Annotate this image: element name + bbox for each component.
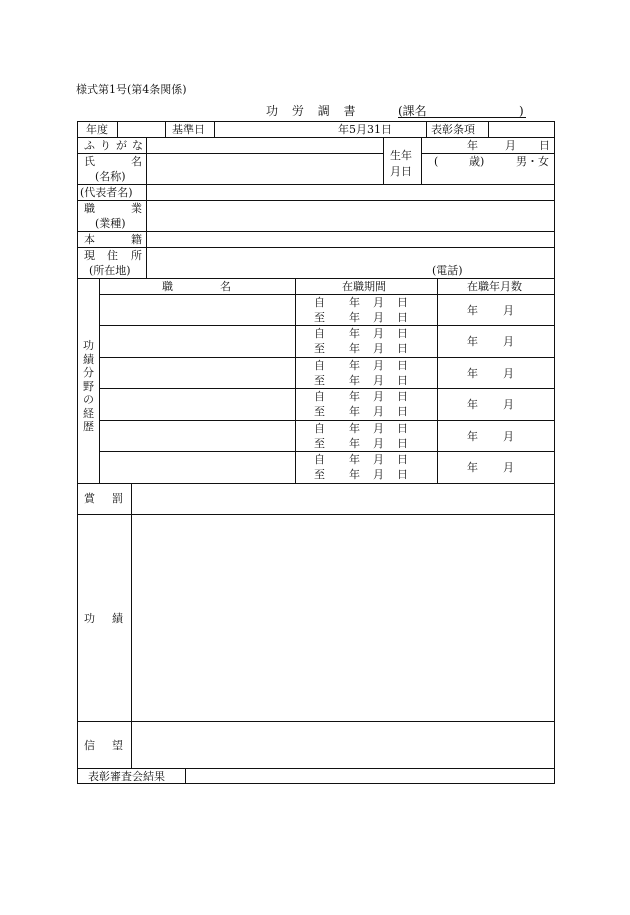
period-from-label: 自 [314, 453, 325, 466]
rule [77, 247, 555, 248]
tenure-year-unit: 年 [467, 367, 478, 380]
furigana-label: ふりがな [84, 139, 148, 152]
title-char: 功 [266, 104, 279, 118]
career-side-char: 歴 [83, 420, 94, 433]
rule [117, 121, 118, 137]
period-from-label: 自 [314, 422, 325, 435]
period-to-label: 至 [314, 405, 325, 418]
rule [99, 294, 555, 295]
rule [77, 483, 555, 484]
tenure-month-unit: 月 [503, 430, 514, 443]
merit-label-2: 績 [112, 612, 123, 625]
birth-day-unit: 日 [539, 139, 550, 152]
address-label-1: 現 [84, 249, 95, 262]
rule [77, 200, 555, 201]
rule [77, 153, 383, 154]
tenure-year-unit: 年 [467, 335, 478, 348]
reputation-label-2: 望 [112, 739, 123, 752]
form-number-label: 様式第1号(第4条関係) [76, 83, 187, 96]
rule [421, 153, 555, 154]
period-to-label: 至 [314, 374, 325, 387]
period-to-month: 月 [373, 468, 384, 481]
period-from-year: 年 [349, 327, 360, 340]
rule [488, 121, 489, 137]
merit-label-1: 功 [84, 612, 95, 625]
rule [214, 121, 215, 137]
address-sub-label: (所在地) [89, 264, 131, 277]
address-label-3: 所 [131, 249, 142, 262]
birth-label-2: 月日 [390, 165, 412, 178]
period-from-label: 自 [314, 327, 325, 340]
col-period: 在職期間 [342, 280, 386, 293]
name-label-2: 名 [131, 155, 142, 168]
birth-month-unit: 月 [505, 139, 516, 152]
rule [131, 483, 132, 768]
rule [99, 357, 555, 358]
rule [383, 137, 384, 184]
career-side-char: の [83, 393, 94, 406]
name-label-1: 氏 [84, 155, 95, 168]
reward-punish-label-1: 賞 [84, 492, 95, 505]
period-from-label: 自 [314, 359, 325, 372]
period-to-year: 年 [349, 342, 360, 355]
col-tenure: 在職年月数 [467, 280, 522, 293]
age-label: 歳) [469, 155, 485, 168]
department-underline [398, 117, 526, 118]
period-from-label: 自 [314, 296, 325, 309]
rule [295, 278, 296, 483]
period-to-month: 月 [373, 405, 384, 418]
domicile-label-2: 籍 [131, 233, 142, 246]
tenure-year-unit: 年 [467, 461, 478, 474]
career-side-char: 功 [83, 339, 94, 352]
period-to-year: 年 [349, 405, 360, 418]
reputation-label-1: 信 [84, 739, 95, 752]
rule [77, 514, 555, 515]
name-sub-label: (名称) [95, 170, 126, 183]
period-to-month: 月 [373, 437, 384, 450]
tenure-year-unit: 年 [467, 430, 478, 443]
birth-year-unit: 年 [467, 139, 478, 152]
period-from-day: 日 [397, 296, 408, 309]
base-date-value: 年5月31日 [338, 123, 392, 136]
period-from-label: 自 [314, 390, 325, 403]
rule [77, 231, 555, 232]
award-clause-label: 表彰条項 [431, 123, 475, 136]
tenure-year-unit: 年 [467, 304, 478, 317]
career-side-char: 績 [83, 352, 94, 366]
period-from-month: 月 [373, 296, 384, 309]
period-from-month: 月 [373, 390, 384, 403]
period-from-day: 日 [397, 422, 408, 435]
rule [99, 451, 555, 452]
rule [165, 121, 166, 137]
rule [437, 278, 438, 483]
period-to-year: 年 [349, 437, 360, 450]
age-open: ( [434, 155, 439, 168]
period-to-year: 年 [349, 311, 360, 324]
tenure-month-unit: 月 [503, 304, 514, 317]
period-to-month: 月 [373, 342, 384, 355]
period-to-label: 至 [314, 342, 325, 355]
rule [77, 278, 555, 279]
rule [77, 768, 555, 769]
period-from-month: 月 [373, 453, 384, 466]
base-date-label: 基準日 [172, 123, 205, 136]
title-char: 労 [291, 104, 304, 118]
career-side-char: 野 [83, 379, 94, 393]
col-position-1: 職 [162, 280, 173, 293]
period-from-month: 月 [373, 359, 384, 372]
period-to-label: 至 [314, 437, 325, 450]
rule [77, 184, 555, 185]
career-side-label [82, 339, 95, 434]
title-char: 書 [343, 104, 356, 118]
period-from-year: 年 [349, 422, 360, 435]
period-to-month: 月 [373, 374, 384, 387]
period-to-day: 日 [397, 342, 408, 355]
period-to-day: 日 [397, 405, 408, 418]
reward-punish-label-2: 罰 [112, 492, 123, 505]
period-to-year: 年 [349, 468, 360, 481]
rule [77, 137, 555, 138]
col-position-2: 名 [220, 280, 231, 293]
rule [185, 768, 186, 784]
career-side-char: 分 [83, 366, 94, 379]
rule [99, 325, 555, 326]
period-to-label: 至 [314, 311, 325, 324]
tenure-month-unit: 月 [503, 367, 514, 380]
period-from-month: 月 [373, 422, 384, 435]
domicile-label-1: 本 [84, 233, 95, 246]
period-from-day: 日 [397, 453, 408, 466]
period-to-day: 日 [397, 468, 408, 481]
period-to-label: 至 [314, 468, 325, 481]
period-from-year: 年 [349, 296, 360, 309]
tenure-month-unit: 月 [503, 335, 514, 348]
rule [426, 121, 427, 137]
career-side-char: 経 [83, 406, 94, 420]
document-title [266, 105, 366, 117]
title-char: 調 [317, 104, 330, 118]
rule [77, 721, 555, 722]
period-to-month: 月 [373, 311, 384, 324]
address-label-2: 住 [107, 249, 118, 262]
period-to-day: 日 [397, 311, 408, 324]
job-label-1: 職 [84, 202, 95, 215]
period-to-day: 日 [397, 374, 408, 387]
period-from-year: 年 [349, 390, 360, 403]
representative-label: (代表者名) [80, 186, 133, 199]
rule [146, 137, 147, 278]
job-sub-label: (業種) [95, 217, 126, 230]
rule [99, 388, 555, 389]
tenure-month-unit: 月 [503, 398, 514, 411]
review-result-label: 表彰審査会結果 [88, 770, 165, 783]
period-from-year: 年 [349, 359, 360, 372]
phone-label: (電話) [432, 264, 463, 277]
rule [99, 420, 555, 421]
birth-label-1: 生年 [390, 149, 412, 162]
period-to-year: 年 [349, 374, 360, 387]
period-from-day: 日 [397, 359, 408, 372]
year-label: 年度 [86, 123, 108, 136]
department-label: (課名 [398, 104, 427, 118]
period-from-day: 日 [397, 390, 408, 403]
job-label-2: 業 [131, 202, 142, 215]
period-from-year: 年 [349, 453, 360, 466]
tenure-month-unit: 月 [503, 461, 514, 474]
department-close: ) [519, 104, 524, 118]
rule [99, 278, 100, 483]
tenure-year-unit: 年 [467, 398, 478, 411]
period-from-month: 月 [373, 327, 384, 340]
rule [421, 137, 422, 184]
sex-label: 男・女 [516, 155, 549, 168]
period-to-day: 日 [397, 437, 408, 450]
period-from-day: 日 [397, 327, 408, 340]
